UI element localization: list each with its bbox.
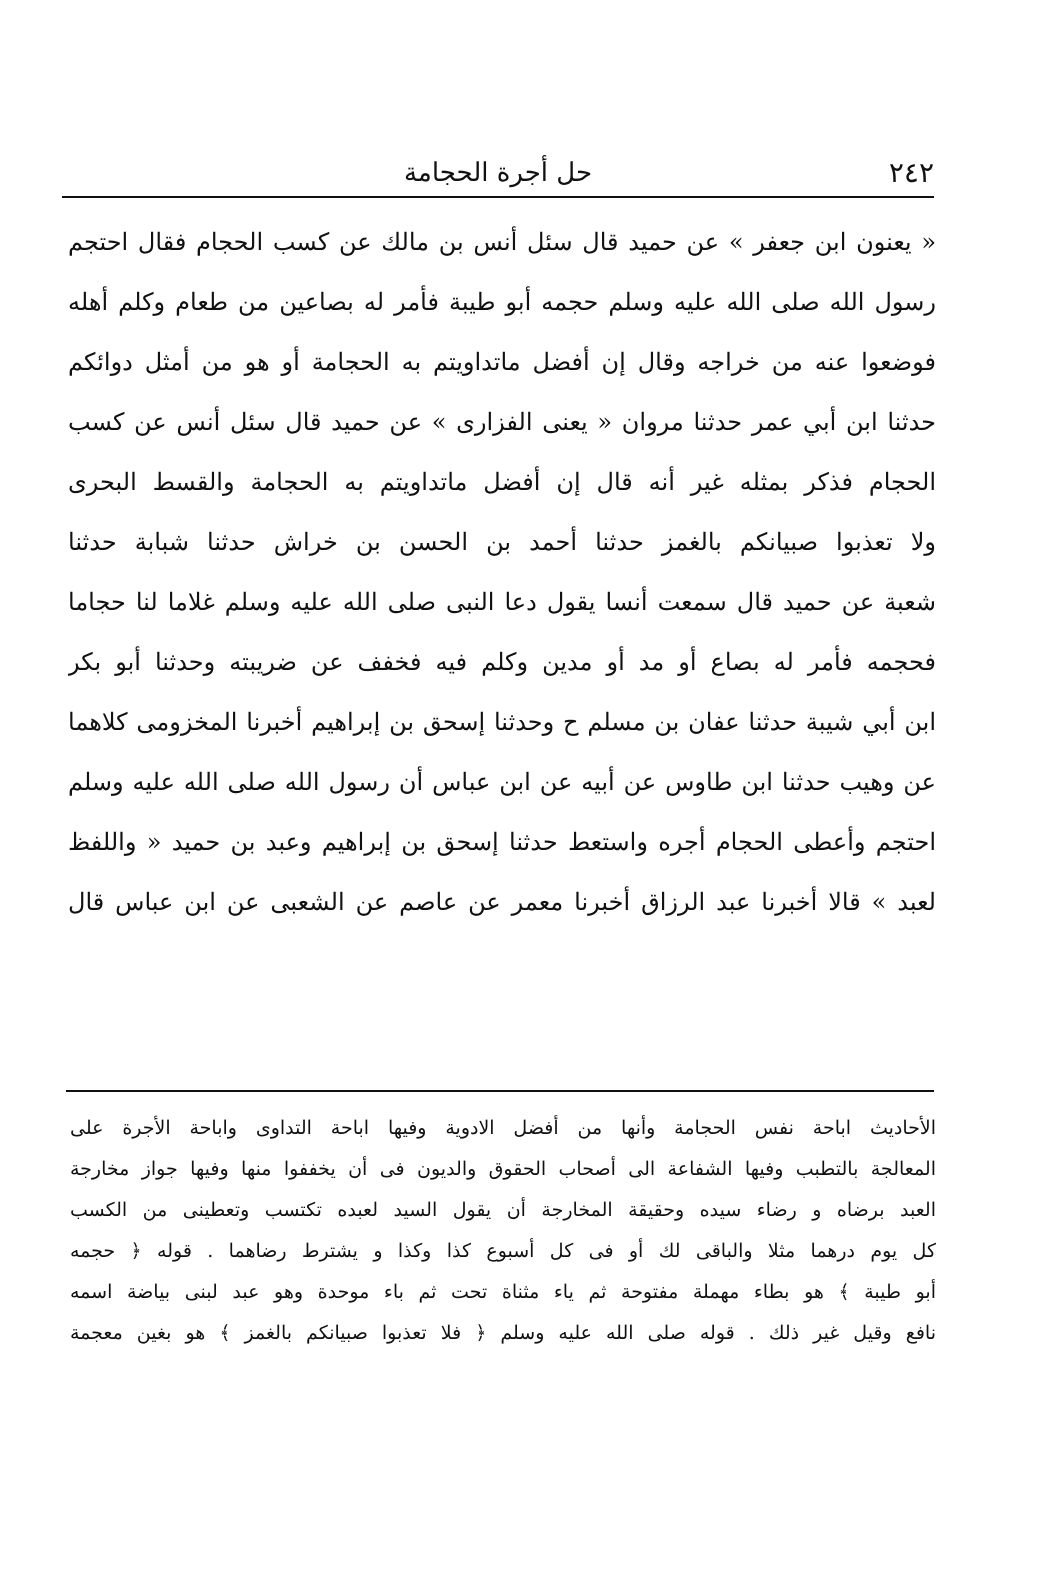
main-text-line: فوضعوا عنه من خراجه وقال إن أفضل ماتداويتم به الحجامة أو هو من أمثل دوائكم xyxy=(68,348,936,376)
main-text-line: شعبة عن حميد قال سمعت أنسا يقول دعا النبى صلى الله عليه وسلم غلاما لنا حجاما xyxy=(68,588,936,616)
footnote-separator xyxy=(66,1090,934,1092)
main-text-line: رسول الله صلى الله عليه وسلم حجمه أبو طيبة فأمر له بصاعين من طعام وكلم أهله xyxy=(68,288,936,316)
commentary-line: العبد برضاه و رضاء سيده وحقيقة المخارجة أن يقول السيد لعبده تكتسب وتعطينى من الكسب xyxy=(70,1199,936,1221)
commentary-line: أبو طيبة ﴾ هو بطاء مهملة مفتوحة ثم ياء مثناة تحت ثم باء موحدة وهو عبد لبنى بياضة اسمه xyxy=(70,1281,936,1303)
main-text-line: الحجام فذكر بمثله غير أنه قال إن أفضل ماتداويتم به الحجامة والقسط البحرى xyxy=(68,468,936,496)
main-text-line: فحجمه فأمر له بصاع أو مد أو مدين وكلم فيه فخفف عن ضريبته وحدثنا أبو بكر xyxy=(68,648,936,676)
main-text-line: « يعنون ابن جعفر » عن حميد قال سئل أنس بن مالك عن كسب الحجام فقال احتجم xyxy=(68,228,936,256)
main-text-line: حدثنا ابن أبي عمر حدثنا مروان « يعنى الفزارى » عن حميد قال سئل أنس عن كسب xyxy=(68,408,936,436)
commentary-line: نافع وقيل غير ذلك . قوله صلى الله عليه وسلم ﴿ فلا تعذبوا صبيانكم بالغمز ﴾ هو بغين معجمة xyxy=(70,1322,936,1344)
main-text-line: احتجم وأعطى الحجام أجره واستعط حدثنا إسحق بن إبراهيم وعبد بن حميد « واللفظ xyxy=(68,828,936,856)
main-text-line: ولا تعذبوا صبيانكم بالغمز حدثنا أحمد بن الحسن بن خراش حدثنا شبابة حدثنا xyxy=(68,528,936,556)
commentary-line: الأحاديث اباحة نفس الحجامة وأنها من أفضل الادوية وفيها اباحة التداوى واباحة الأجرة على xyxy=(70,1117,936,1139)
main-text-line: عن وهيب حدثنا ابن طاوس عن أبيه عن ابن عباس أن رسول الله صلى الله عليه وسلم xyxy=(68,768,936,796)
commentary-line: كل يوم درهما مثلا والباقى لك أو فى كل أسبوع كذا وكذا و يشترط رضاهما . قوله ﴿ حجمه xyxy=(70,1240,936,1262)
page-number: ٢٤٢ xyxy=(888,156,934,189)
main-text-line: لعبد » قالا أخبرنا عبد الرزاق أخبرنا معمر عن عاصم عن الشعبى عن ابن عباس قال xyxy=(68,888,936,916)
main-text xyxy=(68,212,936,932)
commentary-line: المعالجة بالتطبب وفيها الشفاعة الى أصحاب الحقوق والديون فى أن يخففوا منها وفيها جواز مخارجة xyxy=(70,1158,936,1180)
running-title: حل أجرة الحجامة xyxy=(403,158,593,188)
running-head xyxy=(62,150,934,198)
commentary xyxy=(70,1108,936,1354)
header-rule xyxy=(62,196,934,198)
main-text-line: ابن أبي شيبة حدثنا عفان بن مسلم ح وحدثنا إسحق بن إبراهيم أخبرنا المخزومى كلاهما xyxy=(68,708,936,736)
